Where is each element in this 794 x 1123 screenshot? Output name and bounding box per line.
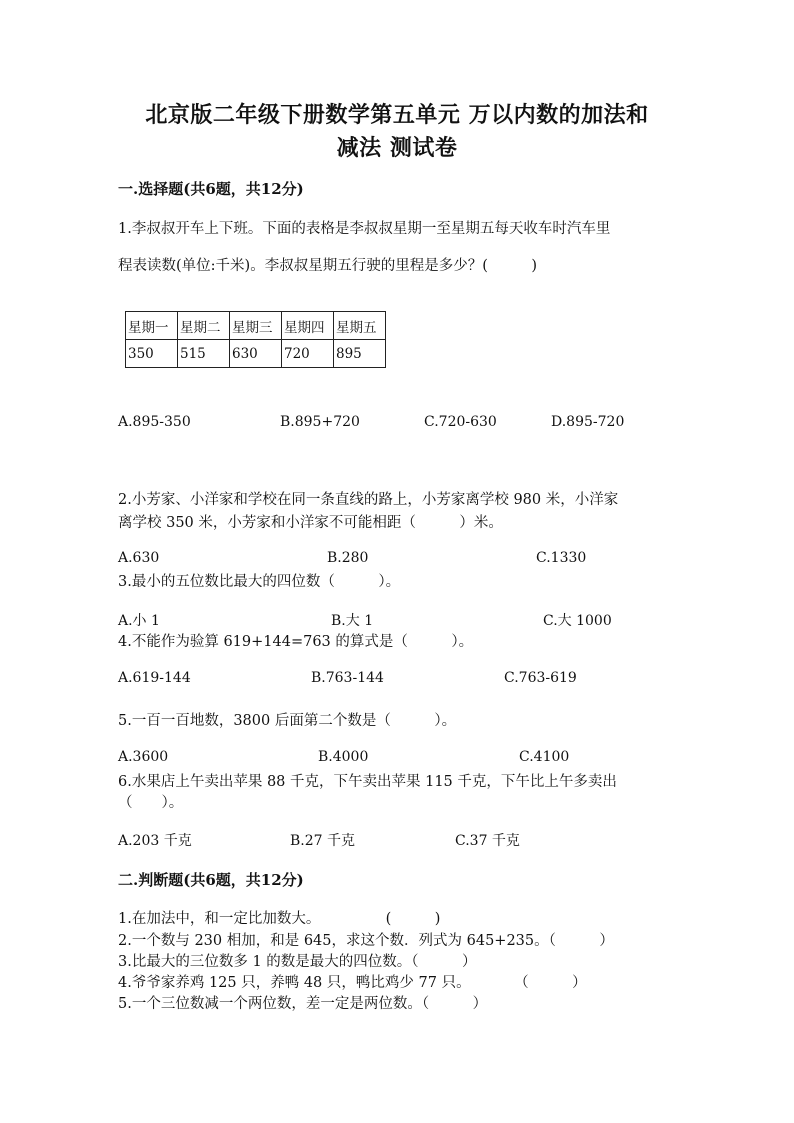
- question-5-option-b: B.4000: [318, 749, 369, 765]
- judgement-item-2: 2.一个数与 230 相加，和是 645，求这个数．列式为 645+235。（ ）: [118, 933, 614, 949]
- question-6-line-1: 6.水果店上午卖出苹果 88 千克，下午卖出苹果 115 千克，下午比上午多卖出: [118, 774, 617, 790]
- question-6-option-b: B.27 千克: [290, 833, 356, 849]
- question-3-option-a: A.小 1: [118, 613, 160, 629]
- judgement-item-1: 1.在加法中，和一定比加数大。 ( ): [118, 911, 441, 927]
- question-1-line-1: 1.李叔叔开车上下班。下面的表格是李叔叔星期一至星期五每天收车时汽车里: [118, 221, 611, 237]
- question-2-option-c: C.1330: [536, 550, 587, 566]
- judgement-item-4: 4.爷爷家养鸡 125 只，养鸭 48 只，鸭比鸡少 77 只。 （ ）: [118, 975, 587, 991]
- question-2-line-2: 离学校 350 米，小芳家和小洋家不可能相距（ ）米。: [118, 515, 503, 531]
- table-header-cell: 星期四: [282, 312, 334, 340]
- question-5-option-a: A.3600: [118, 749, 169, 765]
- question-5-option-c: C.4100: [519, 749, 570, 765]
- question-1-option-c: C.720-630: [424, 414, 497, 430]
- judgement-item-5: 5.一个三位数减一个两位数，差一定是两位数。（ ）: [118, 996, 488, 1012]
- table-value-cell: 515: [178, 340, 230, 368]
- question-3-option-b: B.大 1: [331, 613, 374, 629]
- question-6-option-a: A.203 千克: [118, 833, 192, 849]
- table-header-cell: 星期三: [230, 312, 282, 340]
- question-3-option-c: C.大 1000: [543, 613, 612, 629]
- question-2-line-1: 2.小芳家、小洋家和学校在同一条直线的路上，小芳家离学校 980 米，小洋家: [118, 492, 619, 508]
- table-header-cell: 星期一: [126, 312, 178, 340]
- question-1-option-a: A.895-350: [118, 414, 191, 430]
- question-4-line-1: 4.不能作为验算 619+144=763 的算式是（ ）。: [118, 634, 474, 650]
- table-value-cell: 350: [126, 340, 178, 368]
- table-row-header: [126, 312, 386, 340]
- question-4-option-b: B.763-144: [311, 670, 384, 686]
- question-2-option-a: A.630: [118, 550, 160, 566]
- question-1-line-2: 程表读数(单位:千米)。李叔叔星期五行驶的里程是多少？( ): [118, 258, 538, 274]
- question-5-line-1: 5.一百一百地数，3800 后面第二个数是（ ）。: [118, 713, 457, 729]
- question-1-option-d: D.895-720: [551, 414, 625, 430]
- question-6-line-2: （ ）。: [118, 795, 184, 811]
- table-value-cell: 630: [230, 340, 282, 368]
- question-6-option-c: C.37 千克: [455, 833, 520, 849]
- page-title-line-2: 减法 测试卷: [336, 135, 458, 161]
- section-heading-choice: 一.选择题(共6题，共12分): [118, 180, 304, 198]
- table-value-cell: 720: [282, 340, 334, 368]
- table-value-cell: 895: [334, 340, 386, 368]
- mileage-table: [125, 311, 386, 368]
- question-3-line-1: 3.最小的五位数比最大的四位数（ ）。: [118, 574, 401, 590]
- question-4-option-a: A.619-144: [118, 670, 191, 686]
- table-header-cell: 星期二: [178, 312, 230, 340]
- page-title-line-1: 北京版二年级下册数学第五单元 万以内数的加法和: [145, 102, 649, 128]
- question-1-option-b: B.895+720: [280, 414, 360, 430]
- judgement-item-3: 3.比最大的三位数多 1 的数是最大的四位数。（ ）: [118, 954, 477, 970]
- question-2-option-b: B.280: [327, 550, 369, 566]
- table-header-cell: 星期五: [334, 312, 386, 340]
- section-heading-judgement: 二.判断题(共6题，共12分): [118, 871, 304, 889]
- question-4-option-c: C.763-619: [504, 670, 577, 686]
- table-row-values: [126, 340, 386, 368]
